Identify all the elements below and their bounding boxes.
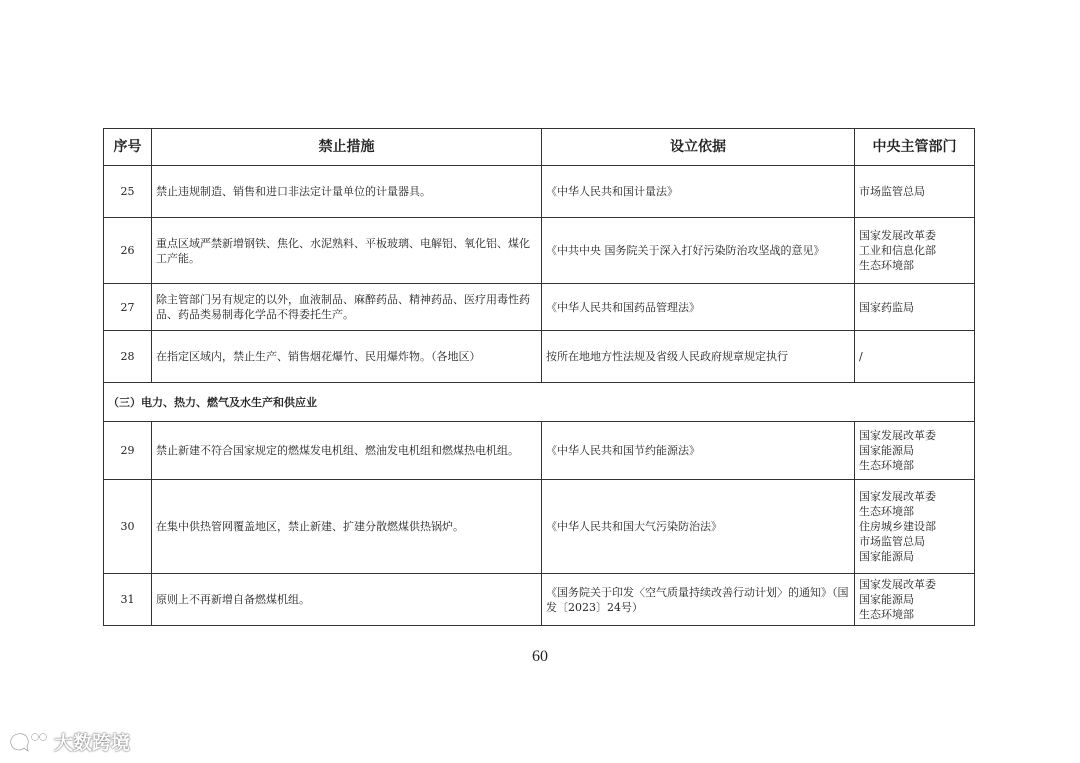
section-row — [104, 383, 975, 422]
dept-name: 住房城乡建设部 — [859, 520, 936, 533]
table-row — [104, 331, 975, 383]
dept-name: 生态环境部 — [859, 459, 914, 472]
dept-name: 国家发展改革委 — [859, 490, 936, 503]
table-row — [104, 480, 975, 574]
header-measure: 禁止措施 — [152, 129, 542, 166]
row-measure: 除主管部门另有规定的以外，血液制品、麻醉药品、精神药品、医疗用毒性药品、药品类易制毒化学品不得委托生产。 — [152, 284, 542, 331]
row-measure: 禁止新建不符合国家规定的燃煤发电机组、燃油发电机组和燃煤热电机组。 — [152, 422, 542, 480]
row-dept — [855, 218, 975, 284]
table-row — [104, 166, 975, 218]
dept-name: 国家发展改革委 — [859, 229, 936, 242]
chat-bubble-logo-icon — [10, 731, 48, 753]
header-dept: 中央主管部门 — [855, 129, 975, 166]
header-seq: 序号 — [104, 129, 152, 166]
dept-name: 工业和信息化部 — [859, 244, 936, 257]
dept-name: 国家能源局 — [859, 444, 914, 457]
row-basis: 《中华人民共和国药品管理法》 — [542, 284, 855, 331]
row-dept — [855, 166, 975, 218]
row-number: 31 — [104, 574, 152, 626]
row-number: 30 — [104, 480, 152, 574]
dept-name: 国家药监局 — [859, 300, 914, 314]
row-number: 25 — [104, 166, 152, 218]
row-basis: 《中华人民共和国节约能源法》 — [542, 422, 855, 480]
row-measure: 禁止违规制造、销售和进口非法定计量单位的计量器具。 — [152, 166, 542, 218]
row-number: 28 — [104, 331, 152, 383]
row-dept — [855, 284, 975, 331]
row-measure: 在集中供热管网覆盖地区，禁止新建、扩建分散燃煤供热锅炉。 — [152, 480, 542, 574]
regulation-table — [103, 128, 975, 626]
row-number: 27 — [104, 284, 152, 331]
row-basis: 《国务院关于印发〈空气质量持续改善行动计划〉的通知》（国发〔2023〕24号） — [542, 574, 855, 626]
dept-name: 市场监管总局 — [859, 535, 925, 548]
row-basis: 《中华人民共和国计量法》 — [542, 166, 855, 218]
row-dept — [855, 331, 975, 383]
row-dept — [855, 574, 975, 626]
row-basis: 《中华人民共和国大气污染防治法》 — [542, 480, 855, 574]
dept-name: 国家能源局 — [859, 550, 914, 563]
row-number: 29 — [104, 422, 152, 480]
dept-name: 生态环境部 — [859, 259, 914, 272]
table-header-row — [104, 129, 975, 166]
section-title: （三）电力、热力、燃气及水生产和供应业 — [104, 383, 975, 422]
row-dept — [855, 422, 975, 480]
dept-name: 国家发展改革委 — [859, 429, 936, 442]
watermark-text: 大数跨境 — [54, 732, 131, 754]
dept-name: 国家能源局 — [859, 593, 914, 606]
row-basis: 按所在地地方性法规及省级人民政府规章规定执行 — [542, 331, 855, 383]
dept-name: 生态环境部 — [859, 505, 914, 518]
row-measure: 在指定区域内，禁止生产、销售烟花爆竹、民用爆炸物。（各地区） — [152, 331, 542, 383]
row-dept — [855, 480, 975, 574]
table-row — [104, 284, 975, 331]
table-row — [104, 422, 975, 480]
row-measure: 重点区域严禁新增钢铁、焦化、水泥熟料、平板玻璃、电解铝、氧化铝、煤化工产能。 — [152, 218, 542, 284]
row-measure: 原则上不再新增自备燃煤机组。 — [152, 574, 542, 626]
dept-name: 市场监管总局 — [859, 185, 925, 198]
table-row — [104, 574, 975, 626]
dept-name: 国家发展改革委 — [859, 578, 936, 591]
table-row — [104, 218, 975, 284]
dept-name: 生态环境部 — [859, 608, 914, 621]
row-basis: 《中共中央 国务院关于深入打好污染防治攻坚战的意见》 — [542, 218, 855, 284]
dept-name: / — [859, 350, 863, 363]
header-basis: 设立依据 — [542, 129, 855, 166]
page-number: 60 — [532, 648, 548, 665]
watermark — [10, 728, 130, 755]
row-number: 26 — [104, 218, 152, 284]
